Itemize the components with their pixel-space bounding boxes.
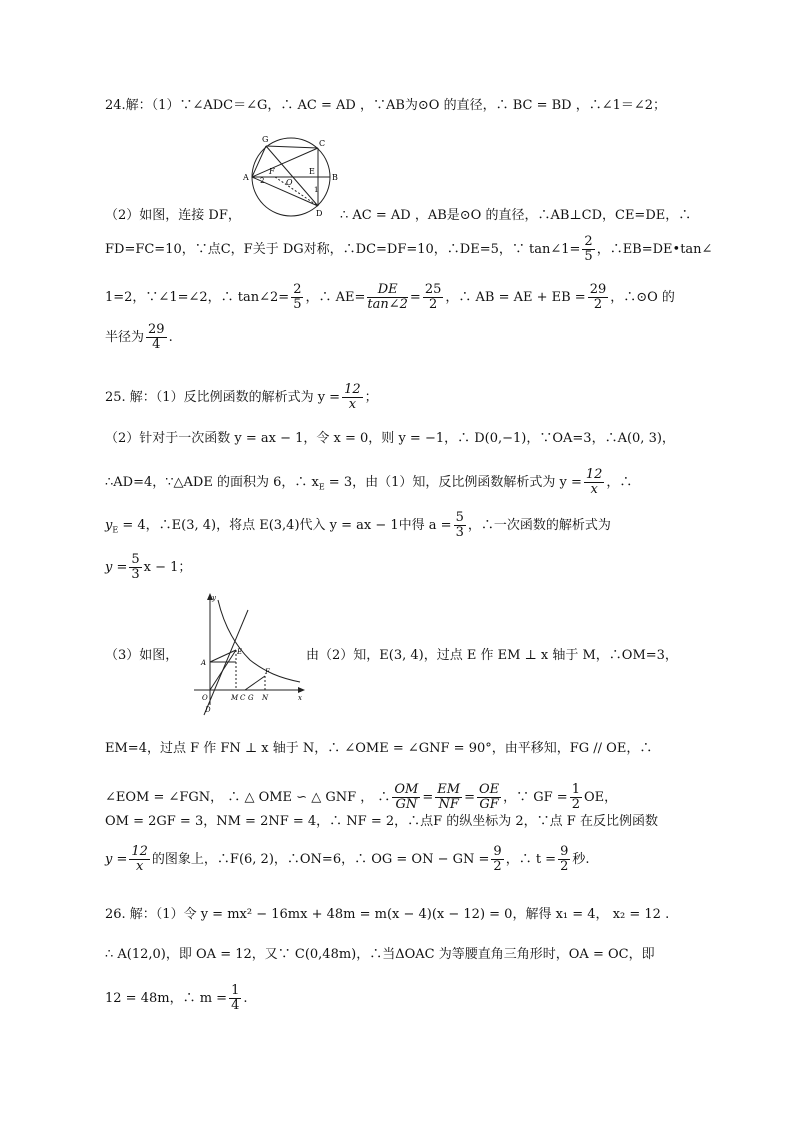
fraction: $\frac{EM}{NF}$ (437, 782, 461, 812)
q24-line-1: 24.解：（1）∵∠ADC＝∠G，∴ AC = AD ，∵AB为⊙O 的直径，∴ BC = BD ，∴∠1＝∠2； (105, 98, 667, 113)
q26-line-2: ∴ A(12,0)，即 OA = 12，又∵ C(0,48m)，∴当ΔOAC 为等腰直角三角形时，OA = OC，即 (105, 947, 655, 962)
q25-line-2: （2）针对于一次函数 y = ax − 1，令 x = 0，则 y = −1，∴ D(0,−1)，∵OA=3，∴A(0, 3)， (105, 431, 675, 446)
fig25-label: E (237, 648, 243, 656)
fig25-label: F (265, 668, 270, 676)
fraction: $\frac{OM}{GN}$ (394, 782, 419, 812)
q24-line-4a: 1=2，∵∠1=∠2，∴ tan∠2= (105, 290, 290, 305)
fraction: $\frac{25}{2}$ (424, 282, 442, 312)
q25-line-8a: ∠EOM = ∠FGN， ∴ △ OME ∽ △ GNF ， ∴ (105, 790, 391, 805)
fig25-label: y (212, 594, 216, 602)
fraction: $\frac{29}{4}$ (148, 322, 165, 352)
q24-line-5: 半径为 (105, 330, 145, 345)
fraction: $\frac{OE}{GF}$ (478, 782, 500, 812)
q24-line-3: FD=FC=10，∵点C，F关于 DG对称，∴DC=DF=10，∴DE=5，∵ tan∠1= (105, 242, 581, 257)
fig24-label: F (269, 167, 275, 176)
q25-line-10a: y = (105, 852, 128, 867)
fraction: $\frac{29}{2}$ (589, 282, 607, 312)
fig25-label: D (205, 706, 211, 714)
q25-line-5a: y = (105, 560, 128, 575)
q25-line-3a: ∴AD=4，∵△ADE 的面积为 6，∴ x (105, 475, 319, 490)
fig25-label: O (202, 694, 208, 702)
fraction: $\frac{12}{x}$ (131, 844, 148, 874)
q26-line-3a: 12 = 48m，∴ m = (105, 991, 228, 1006)
fig25-label: G (248, 694, 254, 702)
q24-line-2b: ∴ AC = AD ，AB是⊙O 的直径，∴AB⊥CD，CE=DE，∴ (340, 208, 692, 223)
q25-line-9: OM = 2GF = 3，NM = 2NF = 4，∴ NF = 2，∴点F 的纵坐标为 2，∵点 F 在反比例函数 (105, 814, 658, 829)
fig24-label: A (243, 173, 249, 182)
fraction: $\frac{9}{2}$ (493, 844, 502, 874)
q26-line-1: 26. 解：（1）令 y = mx² − 16mx + 48m = m(x − 4)(x − 12) = 0，解得 x₁ = 4， x₂ = 12 . (105, 907, 670, 922)
fig25-label: M (231, 694, 239, 702)
q24-circle-figure (238, 128, 348, 220)
q25-line-4a: y (105, 518, 113, 533)
fig24-label: G (262, 135, 269, 144)
q25-line-6b: 由（2）知，E(3, 4)，过点 E 作 EM ⊥ x 轴于 M，∴OM=3， (306, 648, 678, 663)
fig24-label: O (286, 178, 293, 187)
fraction: $\frac{5}{3}$ (131, 552, 140, 582)
fig25-label: A (201, 659, 207, 667)
fraction: $\frac{DE}{\tan\angle 2}$ (367, 282, 408, 312)
q25-line-6a: （3）如图， (105, 648, 179, 663)
fig24-label: D (316, 209, 323, 218)
fig24-label: 2 (260, 177, 265, 185)
fig24-label: 1 (314, 186, 319, 194)
q25-line-7: EM=4，过点 F 作 FN ⊥ x 轴于 N，∴ ∠OME = ∠GNF = 90°，由平移知，FG // OE，∴ (105, 741, 653, 756)
fraction: $\frac{5}{3}$ (455, 510, 464, 540)
fig24-label: E (309, 167, 315, 176)
q25-graph-figure (190, 590, 308, 718)
q24-line-2a: （2）如图，连接 DF， (105, 208, 241, 223)
fraction: $\frac{2}{5}$ (293, 282, 302, 312)
fig25-label: x (298, 694, 302, 702)
fig25-label: C (240, 694, 246, 702)
fraction: $\frac{12}{x}$ (344, 382, 361, 412)
fig24-label: C (319, 139, 326, 148)
fraction: $\frac{1}{2}$ (571, 782, 580, 812)
fraction: $\frac{1}{4}$ (231, 983, 240, 1013)
fraction: $\frac{9}{2}$ (560, 844, 569, 874)
q24-line-4b: ，∴ AE= (305, 290, 366, 305)
q25-line-1: 25. 解：（1）反比例函数的解析式为 y = (105, 390, 341, 405)
fraction: $\frac{12}{x}$ (585, 467, 603, 497)
fraction: $\frac{2}{5}$ (584, 234, 593, 264)
fig24-label: B (332, 173, 338, 182)
q24-line-3b: ，∴EB=DE•tan∠ (596, 242, 713, 257)
fig25-label: N (262, 694, 269, 702)
